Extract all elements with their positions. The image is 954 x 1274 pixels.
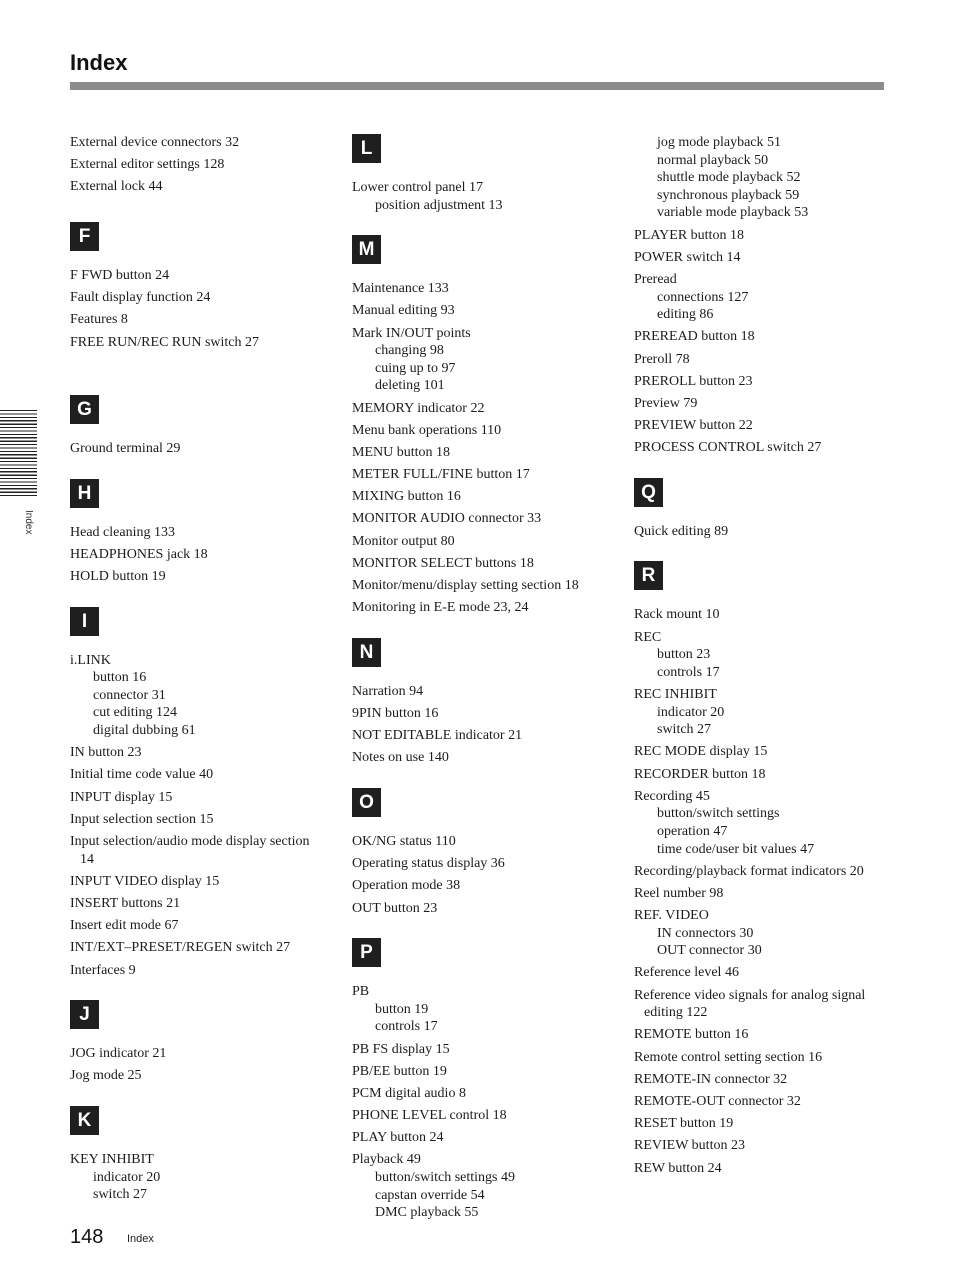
index-entry [70,744,332,762]
index-column-1 [70,134,332,1208]
entry-term: INPUT display 15 [70,789,173,805]
entry-term: INPUT VIDEO display 15 [70,873,220,889]
index-entry [70,156,332,174]
entry-subterm: controls 17 [375,1019,438,1035]
entry-term: METER FULL/FINE button 17 [352,467,530,483]
entry-subterm: variable mode playback 53 [657,205,809,221]
section-letter-f: F [70,222,99,251]
index-entry [634,1049,896,1067]
entry-term: MEMORY indicator 22 [352,400,485,416]
entry-term: Head cleaning 133 [70,524,175,540]
index-entry [352,855,614,873]
index-entry [634,134,896,222]
index-entry [70,766,332,784]
index-entry [634,328,896,346]
entry-subterm: indicator 20 [657,704,725,720]
entry-subterm: DMC playback 55 [375,1205,479,1221]
index-entry [352,302,614,320]
section-letter-n: N [352,638,381,667]
entry-term: REMOTE button 16 [634,1027,749,1043]
entry-subterm: cut editing 124 [93,705,177,721]
index-entry [70,962,332,980]
index-entry [352,1085,614,1103]
entry-term: External lock 44 [70,179,163,195]
entry-term: PREVIEW button 22 [634,418,753,434]
entry-term: Rack mount 10 [634,607,720,623]
entry-subterm: capstan override 54 [375,1187,485,1203]
entry-term: Ground terminal 29 [70,441,181,457]
entry-term: PB/EE button 19 [352,1063,447,1079]
index-entry [634,766,896,784]
entry-term: REF. VIDEO [634,908,709,924]
entry-subterm: connector 31 [93,687,166,703]
index-entry [70,789,332,807]
index-entry [70,267,332,285]
index-entry [70,652,332,740]
entry-term: INT/EXT–PRESET/REGEN switch 27 [70,940,291,956]
index-entry [634,788,896,858]
entry-term: JOG indicator 21 [70,1046,167,1062]
entry-term: External device connectors 32 [70,135,240,150]
index-entry [70,939,332,957]
index-entry [352,533,614,551]
entry-term: External editor settings 128 [70,157,225,173]
entry-term: PREREAD button 18 [634,329,755,345]
entry-term: Insert edit mode 67 [70,918,179,934]
index-entry [352,577,614,595]
entry-subterm: indicator 20 [93,1169,161,1185]
entry-term: Monitor/menu/display setting section 18 [352,578,579,594]
entry-subterm: normal playback 50 [657,152,769,168]
entry-subterm: operation 47 [657,823,728,839]
entry-term: Input selection section 15 [70,811,214,827]
index-entry [634,907,896,960]
entry-term: Operating status display 36 [352,856,505,872]
index-entry [352,900,614,918]
entry-continuation: 14 [80,851,94,867]
entry-term: PB FS display 15 [352,1041,450,1057]
index-entry [70,917,332,935]
section-letter-g: G [70,395,99,424]
index-entry [352,325,614,395]
index-entry [70,873,332,891]
entry-subterm: cuing up to 97 [375,360,456,376]
entry-term: Reel number 98 [634,885,724,901]
entry-term: Preread [634,271,677,287]
index-entry [634,964,896,982]
section-letter-h: H [70,479,99,508]
entry-term: Reference video signals for analog signal [634,987,866,1003]
entry-subterm: changing 98 [375,343,444,359]
index-entry [634,1071,896,1089]
index-entry [70,134,332,152]
index-entry [70,568,332,586]
index-entry [352,444,614,462]
index-entry [634,227,896,245]
index-entry [634,249,896,267]
index-entry [352,179,614,214]
index-entry [70,546,332,564]
index-entry [634,271,896,324]
entry-term: Preview 79 [634,395,698,411]
entry-term: REC MODE display 15 [634,744,768,760]
index-entry [70,524,332,542]
entry-term: RECORDER button 18 [634,766,766,782]
index-entry [70,178,332,196]
entry-subterm: IN connectors 30 [657,925,754,941]
entry-subterm: button 16 [93,670,147,686]
entry-subterm: button/switch settings 49 [375,1170,515,1186]
entry-term: FREE RUN/REC RUN switch 27 [70,334,260,350]
entry-term: PLAY button 24 [352,1130,444,1146]
index-entry [70,895,332,913]
entry-term: Narration 94 [352,683,424,699]
section-letter-r: R [634,561,663,590]
entry-term: PHONE LEVEL control 18 [352,1108,507,1124]
index-entry [352,877,614,895]
entry-term: F FWD button 24 [70,267,170,283]
entry-term: MENU button 18 [352,444,450,460]
entry-term: Jog mode 25 [70,1068,142,1084]
index-entry [634,1093,896,1111]
entry-term: 9PIN button 16 [352,706,439,721]
index-entry [352,983,614,1036]
index-entry [352,833,614,851]
entry-subterm: jog mode playback 51 [657,135,782,150]
entry-term: Monitor output 80 [352,533,455,549]
entry-subterm: position adjustment 13 [375,197,503,213]
entry-term: REMOTE-OUT connector 32 [634,1094,801,1109]
index-entry [634,1115,896,1133]
entry-term: Notes on use 140 [352,750,449,766]
index-entry [70,833,332,868]
entry-subterm: shuttle mode playback 52 [657,170,801,186]
page-number: 148 [70,1226,104,1248]
entry-term: Lower control panel 17 [352,180,484,195]
entry-term: PB [352,984,370,1000]
entry-term: PROCESS CONTROL switch 27 [634,440,822,456]
index-entry [352,749,614,767]
entry-term: HEADPHONES jack 18 [70,546,208,562]
entry-term: REVIEW button 23 [634,1138,745,1154]
index-entry [634,606,896,624]
index-entry [634,417,896,435]
entry-subterm: switch 27 [93,1187,148,1203]
index-entry [70,334,332,352]
section-letter-m: M [352,235,381,264]
index-entry [352,1041,614,1059]
entry-term: OK/NG status 110 [352,833,456,849]
entry-term: Reference level 46 [634,965,739,981]
entry-term: Operation mode 38 [352,878,461,894]
entry-subterm: time code/user bit values 47 [657,841,815,857]
index-entry [634,1137,896,1155]
index-entry [634,439,896,457]
index-entry [352,1151,614,1221]
entry-term: Manual editing 93 [352,303,455,319]
index-entry [634,351,896,369]
index-entry [634,629,896,682]
entry-subterm: controls 17 [657,664,720,680]
section-letter-k: K [70,1106,99,1135]
section-letter-j: J [70,1000,99,1029]
entry-subterm: digital dubbing 61 [93,723,196,739]
index-entry [352,510,614,528]
entry-term: NOT EDITABLE indicator 21 [352,728,523,744]
entry-term: MONITOR SELECT buttons 18 [352,555,534,571]
entry-subterm: button 23 [657,647,711,663]
footer-section-label: Index [127,1233,154,1245]
index-entry [352,488,614,506]
entry-term: Preroll 78 [634,351,690,367]
section-letter-l: L [352,134,381,163]
index-entry [634,395,896,413]
index-entry [352,422,614,440]
entry-term: Interfaces 9 [70,962,136,978]
entry-term: Playback 49 [352,1152,421,1168]
index-entry [70,311,332,329]
entry-term: Recording/playback format indicators 20 [634,863,864,879]
entry-term: Menu bank operations 110 [352,422,502,438]
page-title: Index [70,50,128,75]
entry-subterm: switch 27 [657,722,712,738]
index-entry [634,885,896,903]
index-entry [352,705,614,723]
entry-term: INSERT buttons 21 [70,895,181,911]
entry-term: REC INHIBIT [634,687,717,702]
entry-term: PLAYER button 18 [634,227,744,243]
index-entry [634,987,896,1022]
index-entry [352,1129,614,1147]
entry-term: REW button 24 [634,1160,722,1176]
entry-term: Input selection/audio mode display section [70,834,310,849]
entry-term: POWER switch 14 [634,249,741,265]
index-column-2 [352,134,614,1226]
entry-term: REC [634,629,662,645]
entry-subterm: deleting 101 [375,378,445,394]
index-entry [352,1107,614,1125]
entry-term: Quick editing 89 [634,523,729,539]
index-entry [70,1151,332,1204]
index-entry [634,686,896,739]
index-entry [352,1063,614,1081]
entry-subterm: connections 127 [657,289,749,305]
entry-term: Maintenance 133 [352,281,449,297]
index-column-3 [634,134,896,1182]
entry-term: PCM digital audio 8 [352,1085,466,1101]
index-entry [634,1026,896,1044]
entry-term: Remote control setting section 16 [634,1049,823,1065]
index-entry [352,280,614,298]
entry-term: MIXING button 16 [352,489,461,505]
index-entry [634,863,896,881]
entry-term: REMOTE-IN connector 32 [634,1071,788,1087]
index-entry [352,727,614,745]
entry-subterm: OUT connector 30 [657,943,762,959]
entry-term: IN button 23 [70,745,142,761]
entry-subterm: editing 86 [657,307,714,323]
section-letter-i: I [70,607,99,636]
entry-term: i.LINK [70,652,111,668]
entry-continuation: editing 122 [644,1005,708,1021]
entry-term: HOLD button 19 [70,569,166,585]
section-thumb-tab [0,410,37,498]
index-entry [634,743,896,761]
index-entry [70,1067,332,1085]
entry-subterm: button 19 [375,1001,429,1017]
entry-term: Recording 45 [634,788,710,804]
section-letter-p: P [352,938,381,967]
entry-term: OUT button 23 [352,900,438,916]
entry-term: Features 8 [70,312,128,328]
index-entry [352,599,614,617]
entry-term: MONITOR AUDIO connector 33 [352,511,542,527]
index-entry [352,466,614,484]
entry-term: Monitoring in E-E mode 23, 24 [352,600,529,616]
entry-term: Fault display function 24 [70,290,211,306]
entry-subterm: synchronous playback 59 [657,187,800,203]
index-entry [70,289,332,307]
entry-term: KEY INHIBIT [70,1151,154,1167]
index-entry [352,683,614,701]
entry-subterm: button/switch settings [657,806,780,822]
side-section-label: Index [23,510,34,535]
index-entry [70,811,332,829]
index-entry [352,555,614,573]
title-rule [70,82,884,90]
index-entry [634,1160,896,1178]
index-entry [70,1045,332,1063]
entry-term: RESET button 19 [634,1116,734,1132]
entry-term: Initial time code value 40 [70,767,214,783]
index-entry [634,523,896,541]
entry-term: Mark IN/OUT points [352,325,471,341]
index-entry [70,440,332,458]
section-letter-o: O [352,788,381,817]
index-entry [634,373,896,391]
section-letter-q: Q [634,478,663,507]
entry-term: PREROLL button 23 [634,373,753,389]
index-entry [352,400,614,418]
